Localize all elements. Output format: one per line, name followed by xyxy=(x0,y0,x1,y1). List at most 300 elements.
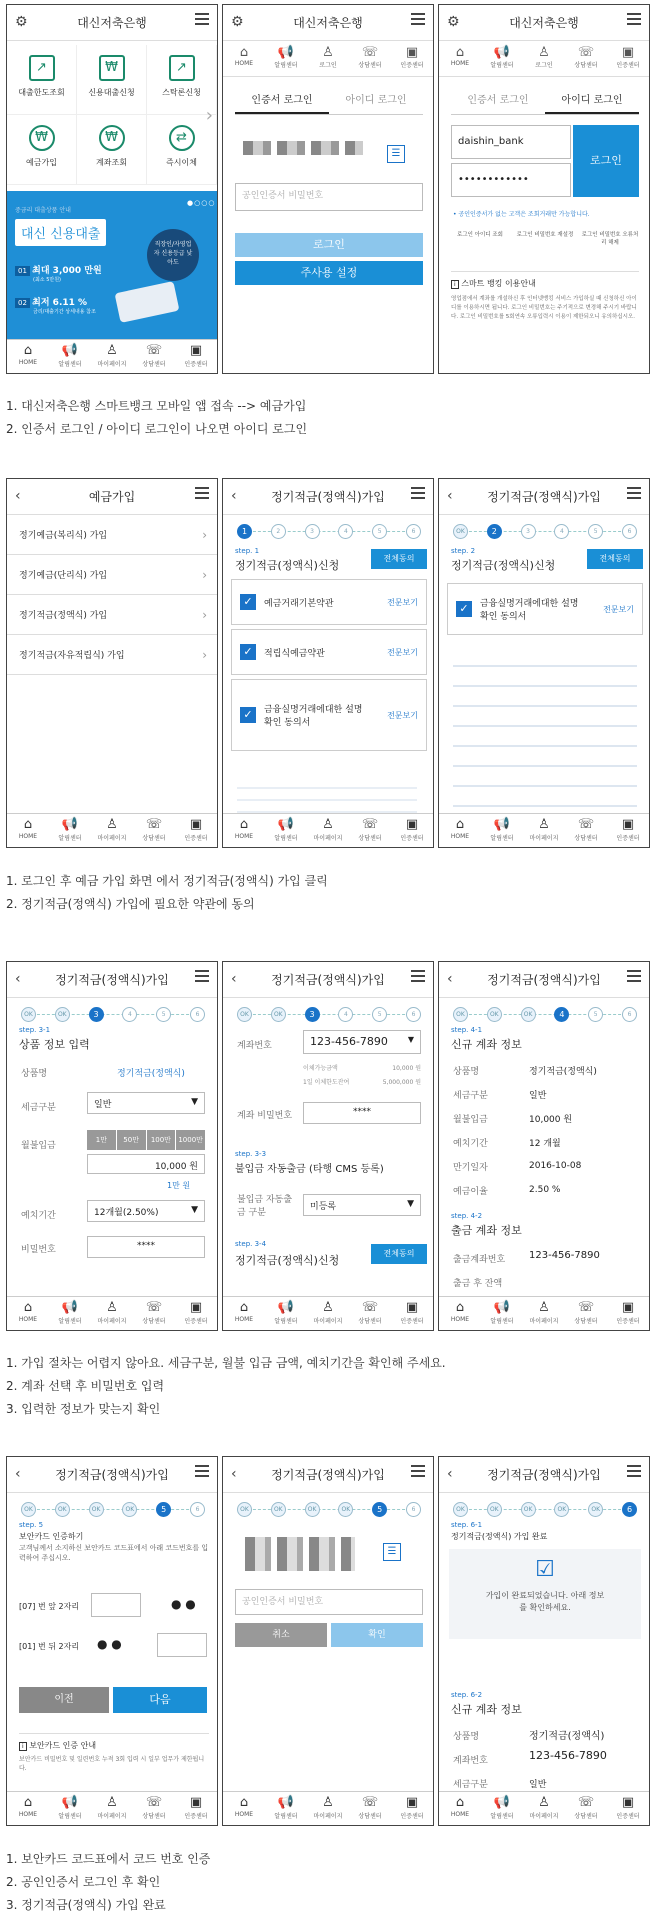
screen-cert-confirm xyxy=(222,1456,434,1826)
page-title: 정기적금(정액식)가입 xyxy=(55,973,169,987)
product-list-item[interactable] xyxy=(7,635,218,675)
step-indicator: OK OK 3 4 5 6 xyxy=(21,1006,205,1022)
tab-label: 상담센터 xyxy=(574,1813,598,1820)
checkbox-checked-icon[interactable]: ✓ xyxy=(240,707,256,723)
tab-item[interactable] xyxy=(265,1297,307,1330)
menu-icon[interactable] xyxy=(627,970,641,982)
login-button[interactable]: 로그인 xyxy=(573,125,639,197)
agree-item[interactable] xyxy=(231,579,427,625)
tab-icon: ♙ xyxy=(538,1795,550,1810)
complete-message: 가입이 완료되었습니다. 아래 정보를 확인하세요. xyxy=(485,1591,605,1612)
info-label: 세금구분 xyxy=(453,1090,488,1101)
tab-item[interactable] xyxy=(223,1792,265,1825)
prev-button[interactable]: 이전 xyxy=(19,1687,109,1713)
security-info: i 보안카드 인증 안내 보안카드 비밀번호 및 일련번호 누적 3회 입력 시 일부 업무가 제한됩니다. xyxy=(19,1733,209,1773)
notice-text: • 공인인증서가 없는 고객은 조회거래만 가능합니다. xyxy=(453,211,590,218)
top-nav xyxy=(439,41,649,77)
balance-after-label: 출금 후 잔액 xyxy=(453,1279,503,1289)
amount-preset-button[interactable]: 1000만 xyxy=(176,1130,205,1150)
password-input[interactable]: •••••••••••• xyxy=(451,163,571,197)
product-list-item[interactable] xyxy=(7,595,218,635)
topnav-item[interactable] xyxy=(439,41,481,76)
menu-label: 신용대출신청 xyxy=(88,88,135,97)
carousel-dots[interactable]: ●○○○ xyxy=(187,199,216,207)
step-label: step. 4-2 xyxy=(451,1212,483,1220)
step-label: step. 3-1 xyxy=(19,1026,51,1034)
view-full-link[interactable]: 전문보기 xyxy=(387,710,418,720)
tab-icon: ☏ xyxy=(361,1795,379,1810)
view-full-link[interactable]: 전문보기 xyxy=(387,647,418,657)
tab-icon: 📢 xyxy=(61,817,79,832)
tab-item[interactable] xyxy=(133,1297,175,1330)
tab-icon: ♙ xyxy=(322,1300,334,1315)
tab-label: HOME xyxy=(234,1811,254,1818)
agree-all-button[interactable]: 전체동의 xyxy=(587,549,643,569)
nav-label: HOME xyxy=(234,60,254,67)
topnav-item[interactable] xyxy=(349,41,391,76)
code-row-1-input[interactable] xyxy=(91,1593,141,1617)
tab-icon: ☏ xyxy=(577,817,595,832)
account-password-input[interactable]: **** xyxy=(303,1102,421,1124)
bottom-tabbar xyxy=(223,1296,433,1330)
item-label: 정기적금(자유적립식) 가입 xyxy=(19,651,125,661)
tab-item[interactable] xyxy=(7,814,49,847)
masked-digits: ● ● xyxy=(171,1597,196,1611)
menu-label: 대출한도조회 xyxy=(18,88,65,97)
topnav-item[interactable] xyxy=(307,41,349,76)
menu-icon[interactable] xyxy=(195,1465,209,1477)
gear-icon[interactable]: ⚙ xyxy=(231,14,244,30)
page-title: 정기적금(정액식)가입 xyxy=(55,1468,169,1482)
header xyxy=(7,479,217,515)
header xyxy=(223,1457,433,1493)
step-heading: 정기적금(정액식) 가입 완료 xyxy=(451,1532,548,1541)
amount-buttons xyxy=(87,1130,205,1150)
page-title: 예금가입 xyxy=(88,490,136,504)
tab-item[interactable] xyxy=(565,1792,607,1825)
bottom-tabbar xyxy=(7,1791,217,1825)
tab-icon: ⌂ xyxy=(455,1795,465,1810)
monthly-amount-input[interactable]: 10,000 원 xyxy=(87,1154,205,1174)
topnav-item[interactable] xyxy=(481,41,523,76)
tab-item[interactable] xyxy=(133,814,175,847)
amount-preset-button[interactable]: 50만 xyxy=(117,1130,146,1150)
info-value: 정기적금(정액식) xyxy=(529,1066,597,1077)
screen-step5 xyxy=(6,1456,218,1826)
tab-label: HOME xyxy=(234,833,254,840)
amount-preset-button[interactable]: 1만 xyxy=(87,1130,116,1150)
menu-icon[interactable] xyxy=(411,970,425,982)
tab-icon: ♙ xyxy=(106,343,118,358)
tab-item[interactable] xyxy=(565,1297,607,1330)
bottom-tabbar xyxy=(7,813,217,847)
agree-item[interactable] xyxy=(447,583,643,635)
caption-line: 2. 정기적금(정액식) 가입에 필요한 약관에 동의 xyxy=(6,897,255,911)
period-select[interactable]: 12개월(2.50%) ▼ xyxy=(87,1200,205,1222)
screen-step2 xyxy=(438,478,650,848)
product-value: 정기적금(정액식) xyxy=(529,1731,605,1742)
id-input[interactable]: daishin_bank xyxy=(451,125,571,159)
menu-icon[interactable] xyxy=(411,487,425,499)
tab-item[interactable] xyxy=(565,814,607,847)
auto-debit-label: 불입금 자동출금 구분 xyxy=(237,1195,293,1218)
login-tabs xyxy=(451,85,639,115)
tab-icon: ♙ xyxy=(106,1795,118,1810)
tab-icon: ▣ xyxy=(621,1795,635,1810)
complete-box xyxy=(449,1549,641,1639)
tab-label: 마이페이지 xyxy=(97,1813,127,1820)
menu-icon[interactable] xyxy=(195,487,209,499)
tab-label: 상담센터 xyxy=(358,1813,382,1820)
checkbox-checked-icon[interactable]: ✓ xyxy=(240,594,256,610)
menu-icon[interactable] xyxy=(411,13,425,25)
tab-item[interactable] xyxy=(307,1297,349,1330)
info-row xyxy=(453,1082,643,1106)
back-icon[interactable]: ‹ xyxy=(15,1466,21,1482)
header xyxy=(223,479,433,515)
tab-item[interactable] xyxy=(307,814,349,847)
screen-deposit-list xyxy=(6,478,218,848)
nav-icon: ☏ xyxy=(577,45,595,60)
tab-item[interactable] xyxy=(49,1792,91,1825)
tab-item[interactable] xyxy=(91,1297,133,1330)
step-label: step. 3-4 xyxy=(235,1240,267,1248)
screen-step3-1 xyxy=(6,961,218,1331)
nav-icon: 📢 xyxy=(277,45,295,60)
menu-icon-graphic: ₩ xyxy=(99,125,125,151)
tab-item[interactable] xyxy=(7,340,49,373)
tax-label: 세금구분 xyxy=(453,1780,488,1790)
tab-item[interactable] xyxy=(439,1297,481,1330)
row-complete xyxy=(6,1456,650,1826)
password-label: 비밀번호 xyxy=(21,1245,56,1255)
view-full-link[interactable]: 전문보기 xyxy=(387,597,418,607)
tab-label: 마이페이지 xyxy=(313,835,343,842)
product-list-item[interactable] xyxy=(7,555,218,595)
tab-item[interactable] xyxy=(523,1792,565,1825)
step-label: step. 6-1 xyxy=(451,1521,483,1529)
tab-label: 알림센터 xyxy=(274,1318,298,1325)
tab-item[interactable] xyxy=(133,1792,175,1825)
caption-line: 1. 가입 절차는 어렵지 않아요. 세금구분, 월불 입금 금액, 예치기간을 확인해 주세요. xyxy=(6,1356,446,1370)
tab-label: HOME xyxy=(450,833,470,840)
caption-2 xyxy=(6,870,328,916)
info-value: 2.50 % xyxy=(529,1185,561,1195)
tab-icon: ☏ xyxy=(145,817,163,832)
account-select[interactable]: 123-456-7890 ▼ xyxy=(303,1030,421,1054)
agree-item[interactable] xyxy=(231,629,427,675)
tab-label: 인증센터 xyxy=(184,1318,208,1325)
step-indicator: OK OK OK 4 5 6 xyxy=(453,1006,637,1022)
tab-label: 알림센터 xyxy=(58,1318,82,1325)
tab-label: 상담센터 xyxy=(142,361,166,368)
tab-item[interactable] xyxy=(349,1792,391,1825)
tab-item[interactable] xyxy=(49,814,91,847)
menu-icon[interactable] xyxy=(195,970,209,982)
tab-icon: ♙ xyxy=(538,1300,550,1315)
code-row-1-label: [07] 번 앞 2자리 xyxy=(19,1602,80,1611)
loan-banner[interactable] xyxy=(7,191,218,339)
page-title: 정기적금(정액식)가입 xyxy=(487,973,601,987)
tax-select[interactable]: 일반 ▼ xyxy=(87,1092,205,1114)
header xyxy=(7,5,217,41)
caption-line: 3. 입력한 정보가 맞는지 확인 xyxy=(6,1402,161,1416)
back-icon[interactable]: ‹ xyxy=(15,971,21,987)
header xyxy=(223,5,433,41)
tab-icon: ☏ xyxy=(145,1795,163,1810)
terms-list xyxy=(231,579,427,755)
caption-3 xyxy=(6,1352,446,1421)
menu-icon[interactable] xyxy=(627,1465,641,1477)
cert-list-icon[interactable]: ☰ xyxy=(387,145,405,163)
nav-icon: ♙ xyxy=(538,45,550,60)
tab-item[interactable] xyxy=(7,1792,49,1825)
quick-menu-item[interactable] xyxy=(77,45,147,115)
caption-line: 2. 계좌 선택 후 비밀번호 입력 xyxy=(6,1379,165,1393)
gear-icon[interactable]: ⚙ xyxy=(447,14,460,30)
topnav-item[interactable] xyxy=(565,41,607,76)
help-link[interactable]: 로그인 비밀번호 오류처리 해제 xyxy=(581,232,639,246)
back-icon[interactable]: ‹ xyxy=(447,971,453,987)
tab-item[interactable] xyxy=(481,1792,523,1825)
code-row-2-input[interactable] xyxy=(157,1633,207,1657)
checkbox-checked-icon[interactable]: ✓ xyxy=(456,601,472,617)
chevron-right-icon: › xyxy=(202,647,207,662)
header xyxy=(439,962,649,998)
tab-label: 알림센터 xyxy=(490,1318,514,1325)
help-link[interactable]: 로그인 비밀번호 재설정 xyxy=(516,232,574,238)
nav-icon: ⌂ xyxy=(239,45,249,60)
tab-item[interactable] xyxy=(175,1297,217,1330)
menu-icon[interactable] xyxy=(627,487,641,499)
cert-password-input[interactable]: 공인인증서 비밀번호 xyxy=(235,1589,423,1615)
view-full-link[interactable]: 전문보기 xyxy=(603,604,634,614)
banner-point-1: 01 최대 3,000 만원 (최소 5만원) xyxy=(15,263,102,283)
caption-line: 1. 보안카드 코드표에서 코드 번호 인증 xyxy=(6,1852,211,1866)
nav-label: 인증센터 xyxy=(616,62,640,69)
tab-item[interactable] xyxy=(349,814,391,847)
next-button[interactable]: 다음 xyxy=(113,1687,207,1713)
step-heading: 상품 정보 입력 xyxy=(19,1038,90,1051)
tab-icon: ▣ xyxy=(405,817,419,832)
top-nav xyxy=(223,41,433,77)
tab-label: 마이페이지 xyxy=(97,1318,127,1325)
tab-label: 인증센터 xyxy=(184,361,208,368)
menu-icon[interactable] xyxy=(627,13,641,25)
checkbox-checked-icon[interactable]: ✓ xyxy=(240,644,256,660)
back-icon[interactable]: ‹ xyxy=(231,971,237,987)
tab-item[interactable] xyxy=(607,1297,649,1330)
chevron-right-icon: › xyxy=(202,607,207,622)
back-icon[interactable]: ‹ xyxy=(231,1466,237,1482)
account-label: 계좌번호 xyxy=(237,1041,272,1051)
tab-item[interactable] xyxy=(91,814,133,847)
quick-menu-item[interactable] xyxy=(7,45,77,115)
tab-id-login[interactable]: 아이디 로그인 xyxy=(545,85,639,114)
password-input[interactable]: **** xyxy=(87,1236,205,1258)
tab-item[interactable] xyxy=(7,1297,49,1330)
back-icon[interactable]: ‹ xyxy=(15,488,21,504)
nav-icon: ♙ xyxy=(322,45,334,60)
agree-label: 금융실명거래에대한 설명 확인 동의서 xyxy=(480,599,579,622)
caption-1 xyxy=(6,395,307,441)
step-indicator: OK OK 3 4 5 6 xyxy=(237,1006,421,1022)
tab-item[interactable] xyxy=(175,814,217,847)
tab-icon: ▣ xyxy=(621,1300,635,1315)
agree-all-button[interactable]: 전체동의 xyxy=(371,549,427,569)
tab-item[interactable] xyxy=(439,814,481,847)
nav-label: 알림센터 xyxy=(490,62,514,69)
back-icon[interactable]: ‹ xyxy=(447,1466,453,1482)
tab-icon: ▣ xyxy=(405,1300,419,1315)
tab-icon: ♙ xyxy=(106,817,118,832)
tab-item[interactable] xyxy=(223,814,265,847)
menu-icon-graphic: ⇄ xyxy=(169,125,195,151)
tab-item[interactable] xyxy=(49,1297,91,1330)
tab-icon: ⌂ xyxy=(23,1300,33,1315)
agree-all-button[interactable]: 전체동의 xyxy=(371,1244,427,1264)
gear-icon[interactable]: ⚙ xyxy=(15,14,28,30)
app-title: 대신저축은행 xyxy=(293,16,363,30)
topnav-item[interactable] xyxy=(265,41,307,76)
info-row xyxy=(453,1130,643,1154)
auto-debit-select[interactable]: 미등록 ▼ xyxy=(303,1194,421,1216)
step-label: step. 2 xyxy=(451,547,476,555)
tab-label: 마이페이지 xyxy=(313,1318,343,1325)
tab-cert-login[interactable]: 인증서 로그인 xyxy=(235,85,329,114)
step-label: step. 1 xyxy=(235,547,260,555)
tab-item[interactable] xyxy=(175,340,217,373)
tab-item[interactable] xyxy=(307,1792,349,1825)
tab-item[interactable] xyxy=(391,814,433,847)
cert-info-blurred xyxy=(245,1537,355,1571)
item-label: 정기적금(정액식) 가입 xyxy=(19,611,108,621)
topnav-item[interactable] xyxy=(607,41,649,76)
confirm-button[interactable]: 확인 xyxy=(331,1623,423,1647)
topnav-item[interactable] xyxy=(391,41,433,76)
info-title: i 스마트 뱅킹 이용안내 xyxy=(451,278,639,289)
tab-item[interactable] xyxy=(607,1792,649,1825)
page-title: 정기적금(정액식)가입 xyxy=(271,490,385,504)
tab-label: 마이페이지 xyxy=(529,1318,559,1325)
chevron-right-icon: › xyxy=(202,527,207,542)
primary-setting-button[interactable]: 주사용 설정 xyxy=(235,261,423,285)
tab-icon: ▣ xyxy=(189,1300,203,1315)
quick-menu-item[interactable] xyxy=(77,115,147,185)
tab-item[interactable] xyxy=(223,1297,265,1330)
back-icon[interactable]: ‹ xyxy=(231,488,237,504)
agree-label: 금융실명거래에대한 설명 확인 동의서 xyxy=(264,705,363,728)
tab-label: 상담센터 xyxy=(142,1813,166,1820)
security-card-desc: 고객님께서 소지하신 보안카드 코드표에서 아래 코드번호를 입력하여 주십시오. xyxy=(19,1544,209,1562)
tab-label: 인증센터 xyxy=(616,1813,640,1820)
tab-label: HOME xyxy=(18,359,38,366)
back-icon[interactable]: ‹ xyxy=(447,488,453,504)
nav-icon: ▣ xyxy=(621,45,635,60)
quick-menu-item[interactable] xyxy=(7,115,77,185)
tab-item[interactable] xyxy=(133,340,175,373)
topnav-item[interactable] xyxy=(523,41,565,76)
tab-item[interactable] xyxy=(91,340,133,373)
row-terms xyxy=(6,478,650,848)
chevron-right-icon[interactable]: › xyxy=(205,105,213,126)
tab-item[interactable] xyxy=(91,1792,133,1825)
tab-label: 상담센터 xyxy=(142,835,166,842)
agree-label: 적립식예금약관 xyxy=(264,648,325,659)
tax-value: 일반 xyxy=(529,1780,547,1790)
tab-item[interactable] xyxy=(391,1297,433,1330)
header xyxy=(7,962,217,998)
product-label: 상품명 xyxy=(453,1732,480,1742)
tab-item[interactable] xyxy=(175,1792,217,1825)
menu-icon[interactable] xyxy=(195,13,209,25)
caption-line: 1. 대신저축은행 스마트뱅크 모바일 앱 접속 --> 예금가입 xyxy=(6,399,307,413)
tab-item[interactable] xyxy=(349,1297,391,1330)
screen-step1 xyxy=(222,478,434,848)
tab-icon: ▣ xyxy=(189,343,203,358)
step-label: step. 6-2 xyxy=(451,1691,483,1699)
tab-label: 인증센터 xyxy=(616,835,640,842)
tab-item[interactable] xyxy=(481,1297,523,1330)
tab-id-login[interactable]: 아이디 로그인 xyxy=(345,95,407,106)
dropdown-icon: ▼ xyxy=(407,1199,414,1209)
tab-item[interactable] xyxy=(265,1792,307,1825)
item-label: 정기예금(복리식) 가입 xyxy=(19,531,108,541)
tab-icon: ☏ xyxy=(145,343,163,358)
cert-password-input[interactable]: 공인인증서 비밀번호 xyxy=(235,183,423,211)
info-text: 영업점에서 계좌를 개설하신 후 인터넷뱅킹 서비스 가입하실 때 신청하신 아이디를 이용하시면 됩니다. 로그인 비밀번호는 주기적으로 변경해 주시기 바랍니다. 로그인 비밀번호를 5회연속 오류입력시 이용이 제한되오니 유의하십시오. xyxy=(451,296,637,320)
step-heading: 신규 계좌 정보 xyxy=(451,1703,522,1716)
tab-item[interactable] xyxy=(439,1792,481,1825)
topnav-item[interactable] xyxy=(223,41,265,76)
bottom-tabbar xyxy=(7,339,217,373)
info-label: 예치기간 xyxy=(453,1138,488,1149)
nav-label: HOME xyxy=(450,60,470,67)
agree-label: 예금거래기본약관 xyxy=(264,598,334,609)
help-link[interactable]: 로그인 아이디 조회 xyxy=(456,232,503,238)
balance-info: 이체가능금액 10,000 원 1일 이체한도잔여 5,000,000 원 xyxy=(303,1065,421,1086)
row-product-info xyxy=(6,961,650,1331)
tab-item[interactable] xyxy=(49,340,91,373)
info-label: 월불입금 xyxy=(453,1114,488,1125)
tab-label: HOME xyxy=(18,833,38,840)
tab-item[interactable] xyxy=(481,814,523,847)
tab-item[interactable] xyxy=(607,814,649,847)
tab-icon: ⌂ xyxy=(23,817,33,832)
agree-item[interactable] xyxy=(231,679,427,751)
bottom-tabbar xyxy=(439,1296,649,1330)
tab-label: 마이페이지 xyxy=(529,835,559,842)
tab-item[interactable] xyxy=(265,814,307,847)
nav-label: 인증센터 xyxy=(400,62,424,69)
tab-icon: 📢 xyxy=(61,343,79,358)
tab-item[interactable] xyxy=(523,1297,565,1330)
login-button[interactable]: 로그인 xyxy=(235,233,423,257)
tab-item[interactable] xyxy=(523,814,565,847)
banner-point-2: 02 최저 6.11 % 금리/대출기간 상세내용 참조 xyxy=(15,295,96,315)
screen-step3-2 xyxy=(222,961,434,1331)
tab-cert-login[interactable]: 인증서 로그인 xyxy=(467,95,529,106)
product-list-item[interactable] xyxy=(7,515,218,555)
cancel-button[interactable]: 취소 xyxy=(235,1623,327,1647)
cert-list-icon[interactable]: ☰ xyxy=(383,1543,401,1561)
menu-icon[interactable] xyxy=(411,1465,425,1477)
amount-preset-button[interactable]: 100만 xyxy=(147,1130,176,1150)
tab-item[interactable] xyxy=(391,1792,433,1825)
quick-menu xyxy=(7,45,218,185)
dropdown-icon: ▼ xyxy=(191,1097,198,1107)
screen-login-cert xyxy=(222,4,434,374)
